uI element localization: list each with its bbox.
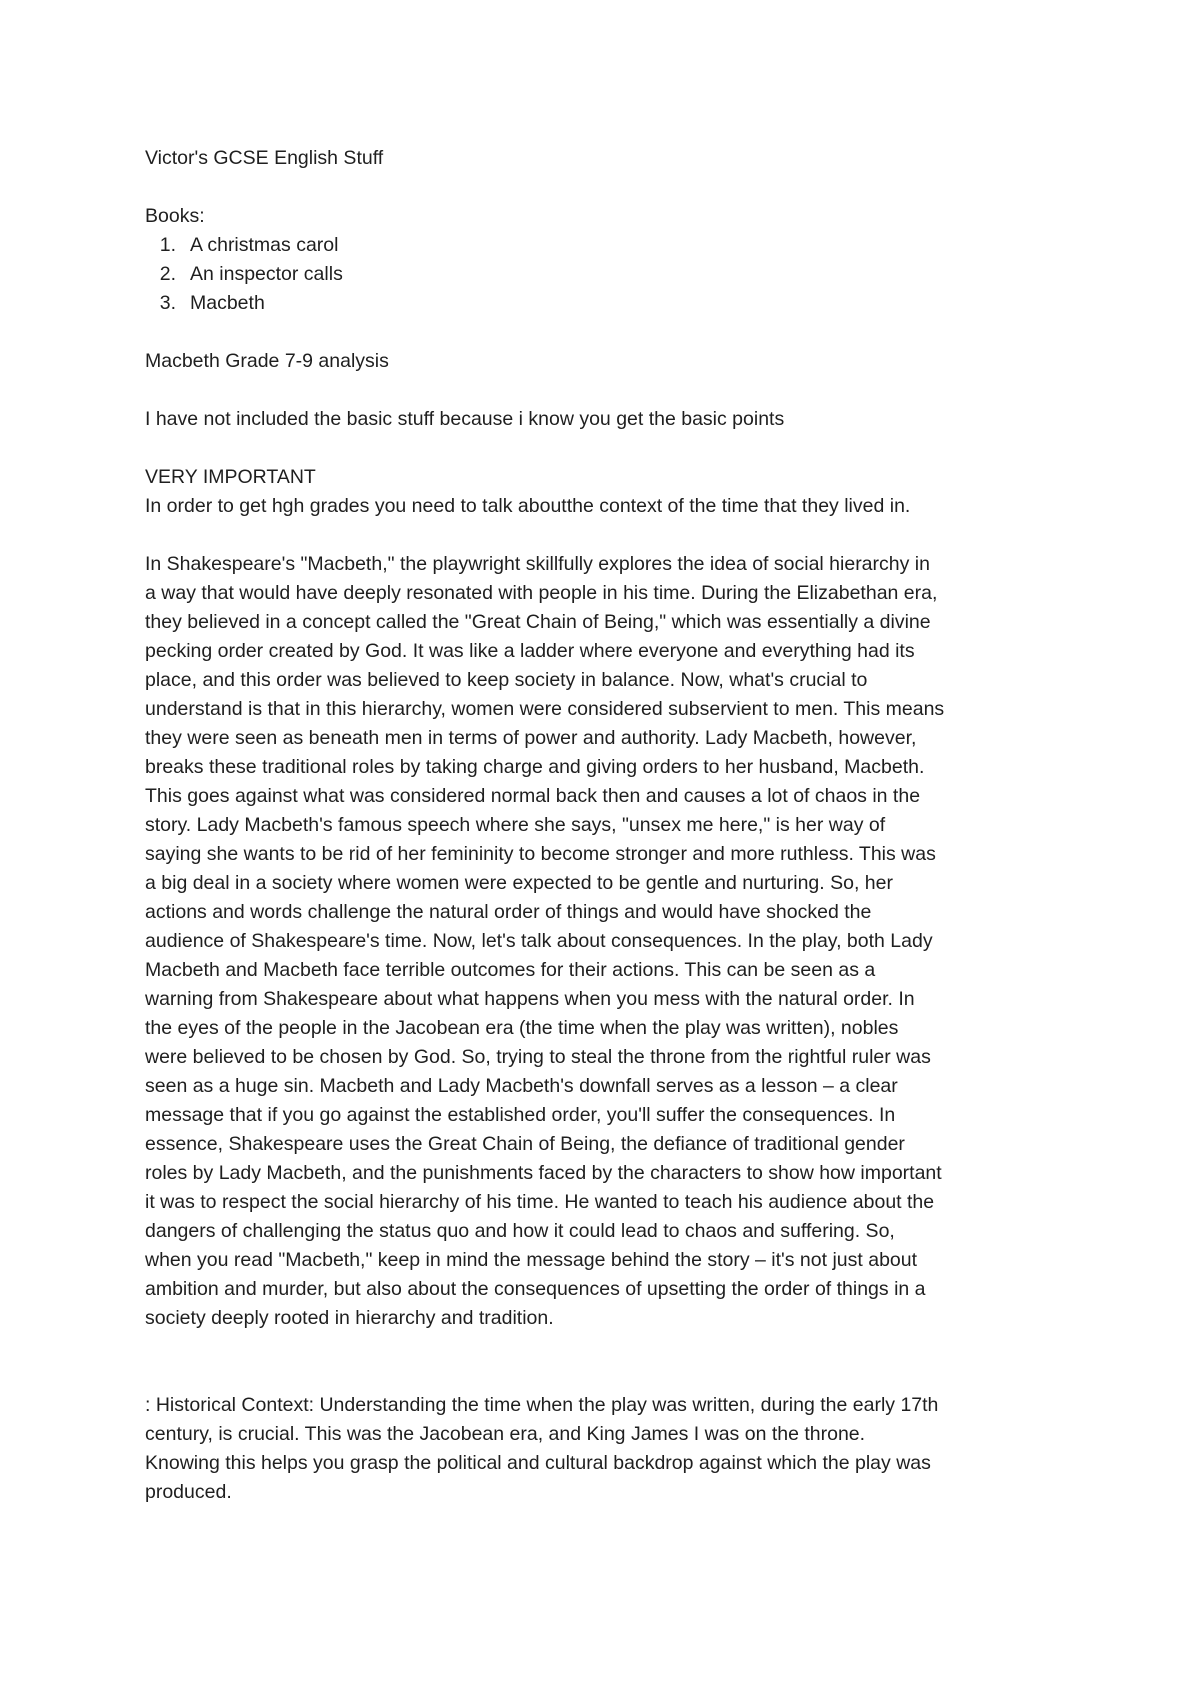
books-list xyxy=(145,231,1075,318)
historical-context-paragraph xyxy=(145,1391,1075,1507)
paragraph-line: audience of Shakespeare's time. Now, let's talk about consequences. In the play, both Lady xyxy=(145,930,933,952)
paragraph-line: seen as a huge sin. Macbeth and Lady Macbeth's downfall serves as a lesson – a clear xyxy=(145,1075,898,1097)
spacer xyxy=(145,173,1075,202)
paragraph-line: when you read "Macbeth," keep in mind the message behind the story – it's not just about xyxy=(145,1249,918,1271)
paragraph-line: message that if you go against the established order, you'll suffer the consequences. In xyxy=(145,1104,896,1126)
paragraph-line: understand is that in this hierarchy, women were considered subservient to men. This means xyxy=(145,698,945,720)
list-item-number: 2. xyxy=(159,263,176,285)
list-item xyxy=(104,260,1075,289)
paragraph-line: Knowing this helps you grasp the political and cultural backdrop against which the play was xyxy=(145,1452,931,1474)
paragraph-line: pecking order created by God. It was like a ladder where everyone and everything had its xyxy=(145,640,915,662)
paragraph-line: roles by Lady Macbeth, and the punishments faced by the characters to show how important xyxy=(145,1162,942,1184)
list-item-number: 1. xyxy=(159,234,176,256)
paragraph-line: place, and this order was believed to keep society in balance. Now, what's crucial to xyxy=(145,669,868,691)
paragraph-line: essence, Shakespeare uses the Great Chain of Being, the defiance of traditional gender xyxy=(145,1133,905,1155)
spacer xyxy=(145,318,1075,347)
essay-paragraph xyxy=(145,550,1075,1333)
paragraph-line: story. Lady Macbeth's famous speech where she says, "unsex me here," is her way of xyxy=(145,814,886,836)
paragraph-line: it was to respect the social hierarchy of his time. He wanted to teach his audience about the xyxy=(145,1191,935,1213)
important-heading: VERY IMPORTANT xyxy=(145,466,316,488)
paragraph-line: Macbeth and Macbeth face terrible outcomes for their actions. This can be seen as a xyxy=(145,959,876,981)
paragraph-line: warning from Shakespeare about what happens when you mess with the natural order. In xyxy=(145,988,915,1010)
paragraph-line: dangers of challenging the status quo and how it could lead to chaos and suffering. So, xyxy=(145,1220,895,1242)
paragraph-line: society deeply rooted in hierarchy and tradition. xyxy=(145,1307,554,1329)
list-item-text: Macbeth xyxy=(190,292,265,314)
document-title: Victor's GCSE English Stuff xyxy=(145,147,384,169)
spacer xyxy=(145,434,1075,463)
paragraph-line: breaks these traditional roles by taking charge and giving orders to her husband, Macbeth. xyxy=(145,756,925,778)
paragraph-line: saying she wants to be rid of her femininity to become stronger and more ruthless. This was xyxy=(145,843,936,865)
spacer xyxy=(145,521,1075,550)
list-item-number: 3. xyxy=(159,292,176,314)
paragraph-line: century, is crucial. This was the Jacobean era, and King James I was on the throne. xyxy=(145,1423,866,1445)
paragraph-line: ambition and murder, but also about the consequences of upsetting the order of things in a xyxy=(145,1278,926,1300)
spacer xyxy=(145,1362,1075,1391)
spacer xyxy=(145,376,1075,405)
paragraph-line: were believed to be chosen by God. So, trying to steal the throne from the rightful ruler was xyxy=(145,1046,931,1068)
spacer xyxy=(145,1333,1075,1362)
paragraph-line: In Shakespeare's "Macbeth," the playwright skillfully explores the idea of social hierarchy in xyxy=(145,553,930,575)
paragraph-line: a way that would have deeply resonated with people in his time. During the Elizabethan era, xyxy=(145,582,938,604)
list-item xyxy=(104,289,1075,318)
list-item xyxy=(104,231,1075,260)
paragraph-line: : Historical Context: Understanding the time when the play was written, during the early 17th xyxy=(145,1394,939,1416)
analysis-heading: Macbeth Grade 7-9 analysis xyxy=(145,350,389,372)
paragraph-line: they believed in a concept called the "Great Chain of Being," which was essentially a divine xyxy=(145,611,931,633)
list-item-text: A christmas carol xyxy=(190,234,339,256)
list-item-text: An inspector calls xyxy=(190,263,343,285)
paragraph-line: This goes against what was considered normal back then and causes a lot of chaos in the xyxy=(145,785,921,807)
paragraph-line: a big deal in a society where women were expected to be gentle and nurturing. So, her xyxy=(145,872,893,894)
paragraph-line: produced. xyxy=(145,1481,232,1503)
books-label: Books: xyxy=(145,205,205,227)
important-text: In order to get hgh grades you need to talk aboutthe context of the time that they lived in. xyxy=(145,495,911,517)
document-body xyxy=(145,144,1075,1507)
paragraph-line: actions and words challenge the natural order of things and would have shocked the xyxy=(145,901,872,923)
paragraph-line: they were seen as beneath men in terms of power and authority. Lady Macbeth, however, xyxy=(145,727,917,749)
paragraph-line: the eyes of the people in the Jacobean era (the time when the play was written), nobles xyxy=(145,1017,899,1039)
note-text: I have not included the basic stuff because i know you get the basic points xyxy=(145,408,785,430)
